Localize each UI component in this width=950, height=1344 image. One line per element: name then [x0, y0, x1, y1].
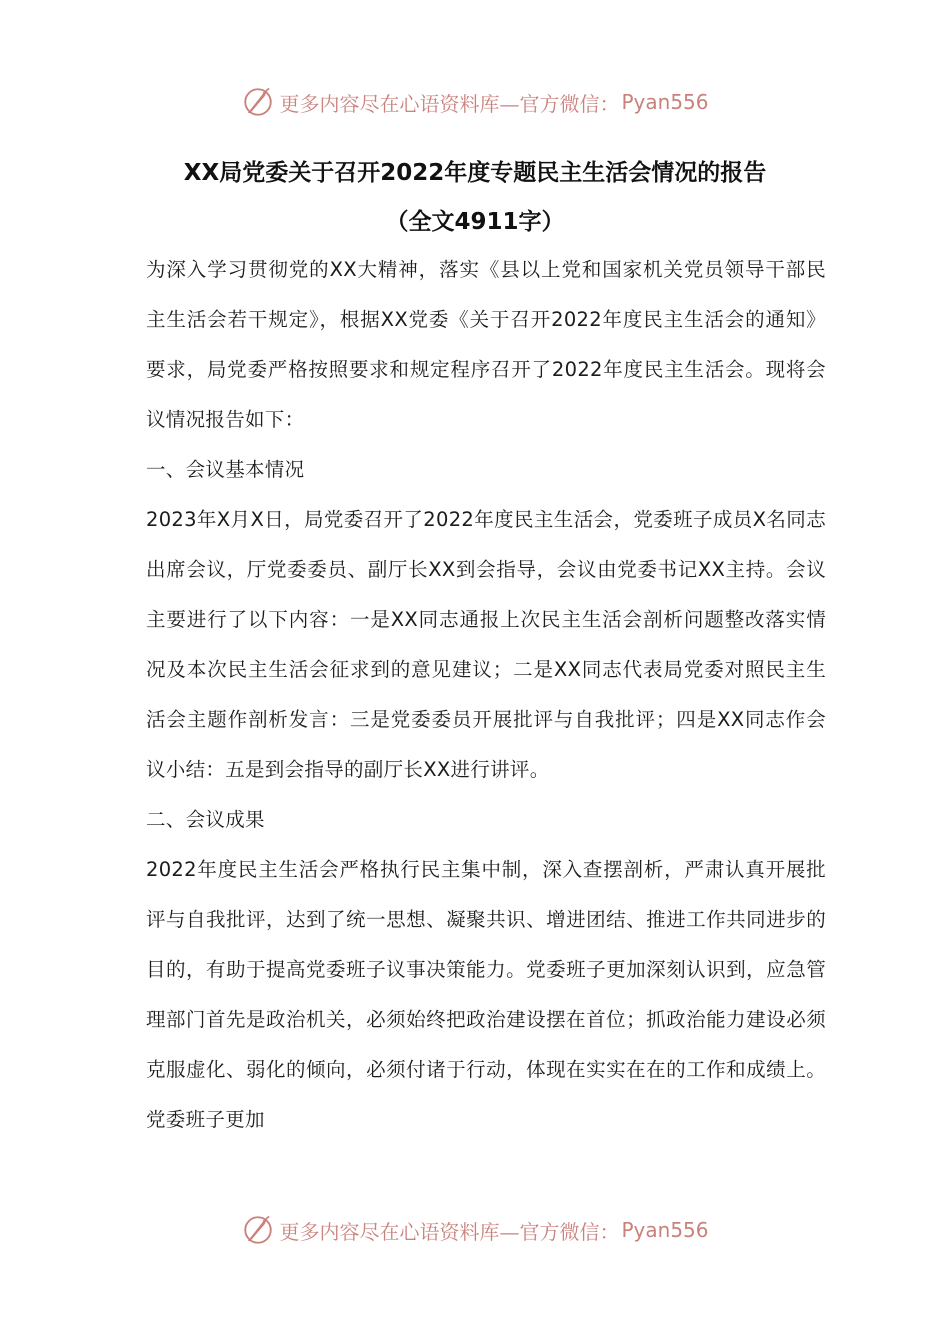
- document-title: XX局党委关于召开2022年度专题民主生活会情况的报告: [183, 160, 767, 186]
- intro-paragraph: 为深入学习贯彻党的XX大精神，落实《县以上党和国家机关党员领导干部民主生活会若干规定》，根据XX党委《关于召开2022年度民主生活会的通知》要求，局党委严格按照要求和规定程序召开了2022年度民主生活会。现将会议情况报告如下：: [146, 258, 826, 431]
- watermark-text: 更多内容尽在心语资料库—官方微信：: [279, 1219, 620, 1244]
- header-watermark: [0, 82, 950, 122]
- quill-pen-circle-icon: [241, 1213, 275, 1247]
- watermark-wechat-id: Pyan556: [621, 90, 709, 114]
- section-heading-results: 二、会议成果: [146, 808, 265, 831]
- document-subtitle: （全文4911字）: [385, 209, 565, 235]
- watermark-wechat-id: Pyan556: [621, 1218, 709, 1242]
- watermark-text: 更多内容尽在心语资料库—官方微信：: [279, 91, 620, 116]
- basic-info-paragraph: 2023年X月X日，局党委召开了2022年度民主生活会，党委班子成员X名同志出席会议，厅党委委员、副厅长XX到会指导，会议由党委书记XX主持。会议主要进行了以下内容：一是XX同志通报上次民主生活会剖析问题整改落实情况及本次民主生活会征求到的意见建议；二是XX同志代表局党委对照民主生活会主题作剖析发言：三是党委委员开展批评与自我批评；四是XX同志作会议小结：五是到会指导的副厅长XX进行讲评。: [146, 508, 826, 781]
- section-heading-basic-info: 一、会议基本情况: [146, 458, 305, 481]
- results-paragraph: 2022年度民主生活会严格执行民主集中制，深入查摆剖析，严肃认真开展批评与自我批评，达到了统一思想、凝聚共识、增进团结、推进工作共同进步的目的，有助于提高党委班子议事决策能力。党委班子更加深刻认识到，应急管理部门首先是政治机关，必须始终把政治建设摆在首位；抓政治能力建设必须克服虚化、弱化的倾向，必须付诸于行动，体现在实实在在的工作和成绩上。党委班子更加: [146, 858, 826, 1131]
- footer-watermark: [0, 1210, 950, 1250]
- quill-pen-circle-icon: [241, 85, 275, 119]
- document-body: [146, 245, 826, 1145]
